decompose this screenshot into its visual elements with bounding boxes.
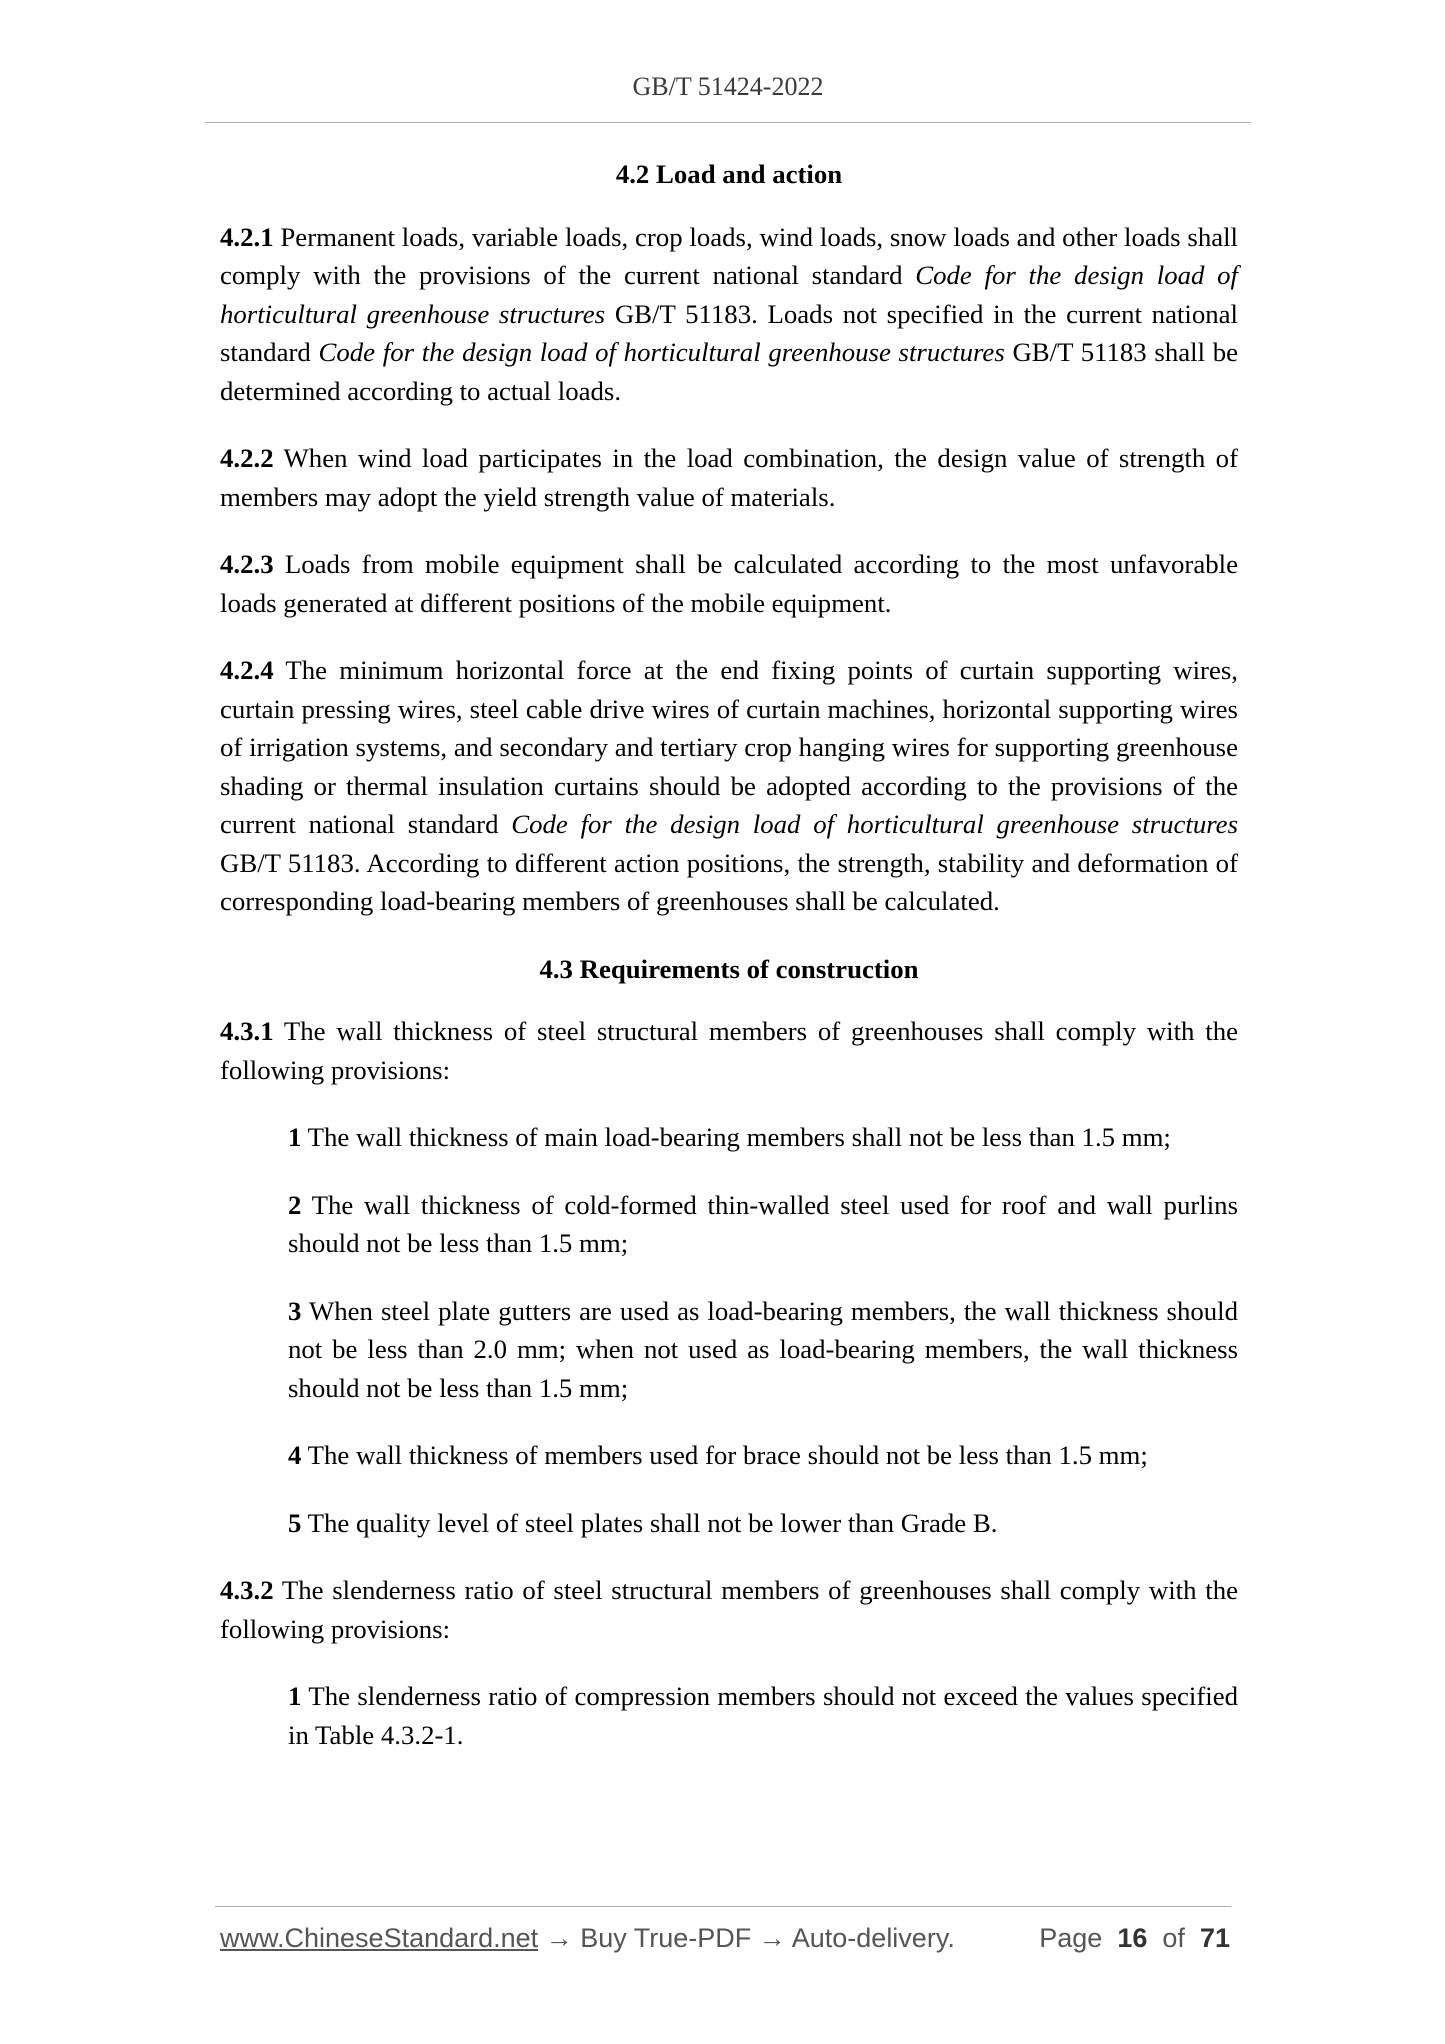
standard-title: Code for the design load of horticultural greenhouse structures (220, 260, 1238, 329)
clause-text: Permanent loads, variable loads, crop loads, wind loads, snow loads and other loads shall comply with the provisions of the current national standard (220, 221, 1238, 290)
standard-title: Code for the design load of horticultural greenhouse structures (511, 809, 1239, 839)
item-number: 1 (288, 1681, 302, 1711)
page-total: 71 (1199, 1923, 1230, 1953)
clause-number: 4.2.4 (220, 655, 274, 685)
page-number: 16 (1117, 1923, 1148, 1953)
item-text: When steel plate gutters are used as load-bearing members, the wall thickness should not be less than 2.0 mm; when not used as load-bearing members, the wall thickness should not be less than 1.5 mm; (288, 1295, 1238, 1403)
item-text: The slenderness ratio of compression members should not exceed the values specified in Table 4.3.2-1. (288, 1681, 1238, 1750)
item-number: 5 (288, 1507, 302, 1538)
clause-4-2-4 (220, 651, 1238, 921)
clause-4-3-1 (220, 1012, 1238, 1089)
document-body (220, 155, 1238, 1783)
clause-4-3-2 (220, 1571, 1238, 1648)
footer-divider (215, 1906, 1231, 1907)
document-header: GB/T 51424-2022 (632, 72, 824, 101)
clause-number: 4.2.3 (220, 549, 274, 579)
clause-number: 4.2.1 (220, 221, 274, 252)
item-number: 1 (288, 1122, 302, 1152)
of-label: of (1162, 1923, 1185, 1953)
standard-title: Code for the design load of horticultural greenhouse structures (318, 337, 1005, 367)
clause-text: When wind load participates in the load combination, the design value of strength of members may adopt the yield strength value of materials. (220, 443, 1238, 512)
item-text: The wall thickness of cold-formed thin-walled steel used for roof and wall purlins should not be less than 1.5 mm; (288, 1189, 1238, 1258)
clause-4-2-1 (220, 218, 1238, 411)
footer-promo-text: → Buy True-PDF → Auto-delivery. (538, 1923, 955, 1953)
clause-text: Loads from mobile equipment shall be calculated according to the most unfavorable loads generated at different positions of the mobile equipment. (220, 549, 1238, 618)
item-text: The quality level of steel plates shall not be lower than Grade B. (301, 1507, 998, 1538)
clause-text: The slenderness ratio of steel structural members of greenhouses shall comply with the following provisions: (220, 1575, 1238, 1644)
page-label: Page (1039, 1923, 1103, 1953)
website-link[interactable]: www.ChineseStandard.net (220, 1923, 539, 1953)
section-title-4-3: 4.3 Requirements of construction (539, 953, 919, 984)
clause-text: GB/T 51183 shall be determined according to actual loads. (220, 337, 1238, 406)
clause-4-2-2 (220, 439, 1238, 516)
clause-number: 4.3.2 (220, 1575, 274, 1605)
item-number: 3 (288, 1295, 302, 1326)
list-item (288, 1436, 1238, 1475)
clause-number: 4.2.2 (220, 443, 274, 473)
list-item (288, 1504, 1238, 1543)
clause-text: The wall thickness of steel structural members of greenhouses shall comply with the following provisions: (220, 1016, 1238, 1085)
item-text: The wall thickness of main load-bearing members shall not be less than 1.5 mm; (301, 1122, 1171, 1152)
list-item (288, 1118, 1238, 1157)
section-title-4-2: 4.2 Load and action (615, 159, 843, 189)
list-item (288, 1677, 1238, 1754)
header-divider (205, 122, 1251, 123)
page-footer (220, 1923, 1230, 1954)
item-number: 4 (288, 1440, 302, 1470)
list-item (288, 1186, 1238, 1263)
clause-text: GB/T 51183. According to different action positions, the strength, stability and deformation of corresponding load-bearing members of greenhouses shall be calculated. (220, 847, 1238, 916)
clause-number: 4.3.1 (220, 1016, 274, 1046)
clause-text: GB/T 51183. Loads not specified in the current national standard (220, 298, 1238, 367)
page-indicator (1039, 1923, 1230, 1954)
footer-promo (220, 1923, 955, 1954)
list-item (288, 1292, 1238, 1408)
clause-text: The minimum horizontal force at the end fixing points of curtain supporting wires, curtain pressing wires, steel cable drive wires of curtain machines, horizontal supporting wires of irrigation systems, and secondary and tertiary crop hanging wires for supporting greenhouse shading or thermal insulation curtains should be adopted according to the provisions of the current national standard (220, 655, 1238, 839)
item-number: 2 (288, 1189, 302, 1220)
clause-4-2-3 (220, 545, 1238, 622)
item-text: The wall thickness of members used for brace should not be less than 1.5 mm; (301, 1440, 1148, 1470)
